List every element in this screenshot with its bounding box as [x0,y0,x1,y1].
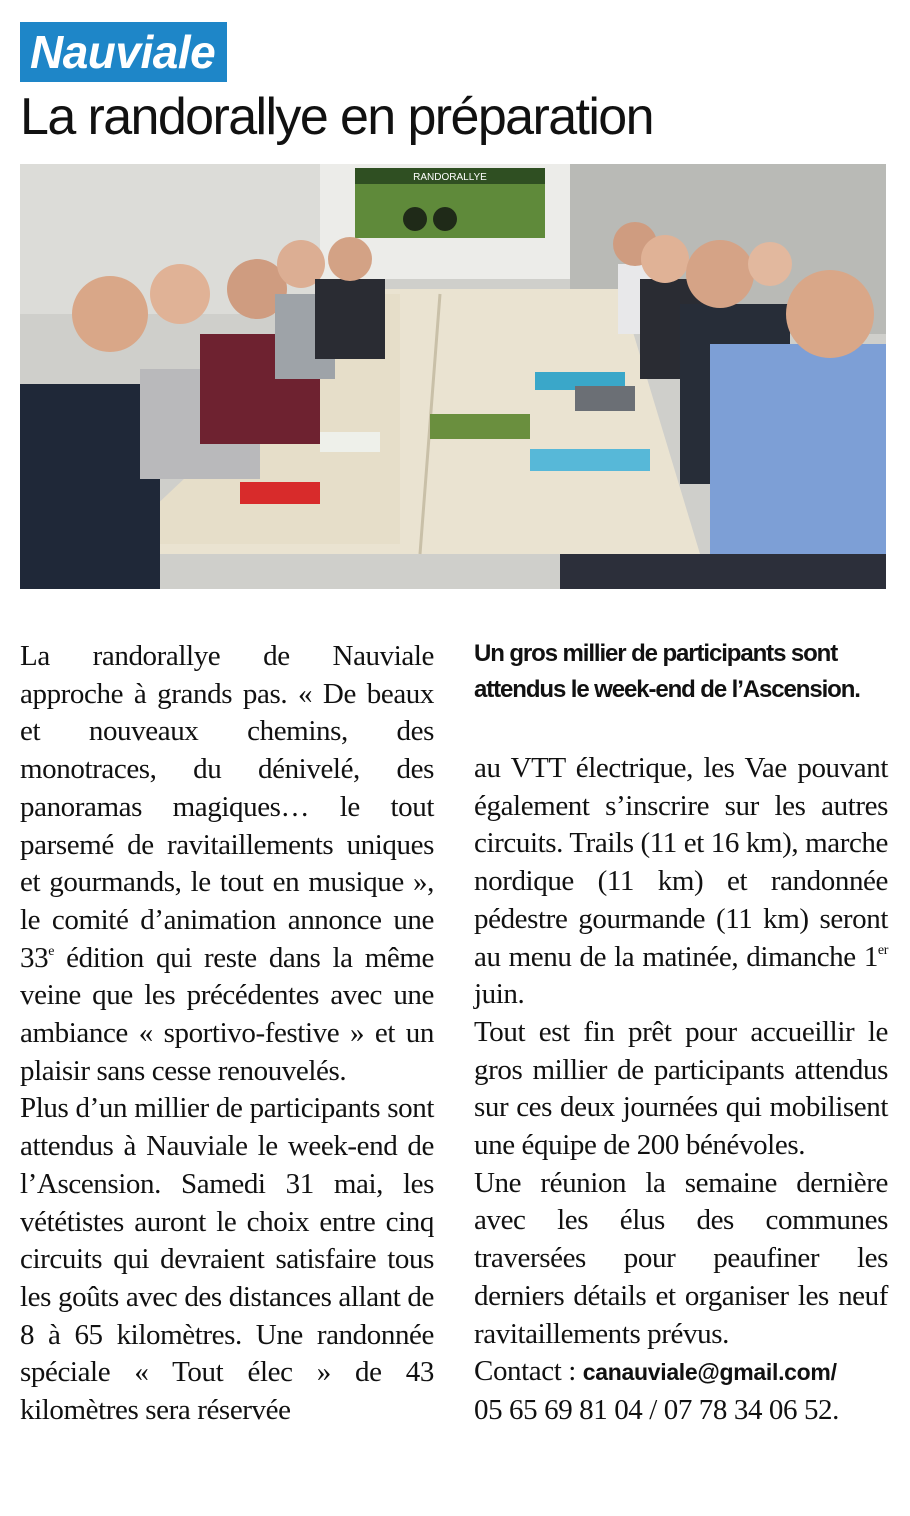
paragraph: au VTT électrique, les Vae pouvant également s’inscrire sur les autres circuits. Trails (11 et 16 km), marche nordique (11 km) et randonnée pédestre gourmande (11 km) seront au menu de la matinée, dimanche 1er juin. [474,752,888,1011]
contact-label: Contact : [474,1355,583,1388]
svg-text:RANDORALLYE: RANDORALLYE [413,172,487,183]
contact-phones: 05 65 69 81 04 / 07 78 34 06 52. [474,1393,840,1426]
paragraph: La randorallye de Nauviale approche à grands pas. « De beaux et nouveaux chemins, des monotraces, du dénivelé, des panoramas magiques… le tout parsemé de ravitaillements uniques et gourmands, le tout en musique », le comité d’animation annonce une 33e édition qui reste dans la même veine que les précédentes avec une ambiance « sportivo-festive » et un plaisir sans cesse renouvelés. [20,640,434,1087]
paragraph: Plus d’un millier de participants sont attendus à Nauviale le week-end de l’Ascension. Samedi 31 mai, les vététistes auront le choix entre cinq circuits qui devraient satisfaire tous les goûts avec des distances allant de 8 à 65 kilomètres. Une randonnée spéciale « Tout élec » de 43 kilomètres sera réservée [20,1092,434,1427]
meeting-photo-illustration [20,164,886,589]
photo-caption [474,636,888,708]
paragraph: Une réunion la semaine dernière avec les élus des communes traversées pour peaufiner les derniers détails et organiser les neuf ravitaillements prévus. [474,1166,888,1350]
caption-line-2: attendus le week-end de l’Ascension. [474,676,860,703]
contact-email[interactable]: canauviale@gmail.com/ [582,1359,837,1386]
paragraph: Tout est fin prêt pour accueillir le gros millier de participants attendus sur ces deux journées qui mobilisent une équipe de 200 bénévoles. [474,1015,888,1162]
caption-line-1: Un gros millier de participants sont [474,640,838,667]
section-kicker: Nauviale [20,22,227,82]
contact-line [474,1353,888,1429]
body-column-2 [474,750,888,1430]
article-photo [20,164,886,589]
headline: La randorallye en préparation [20,88,653,146]
body-column-1 [20,638,434,1430]
